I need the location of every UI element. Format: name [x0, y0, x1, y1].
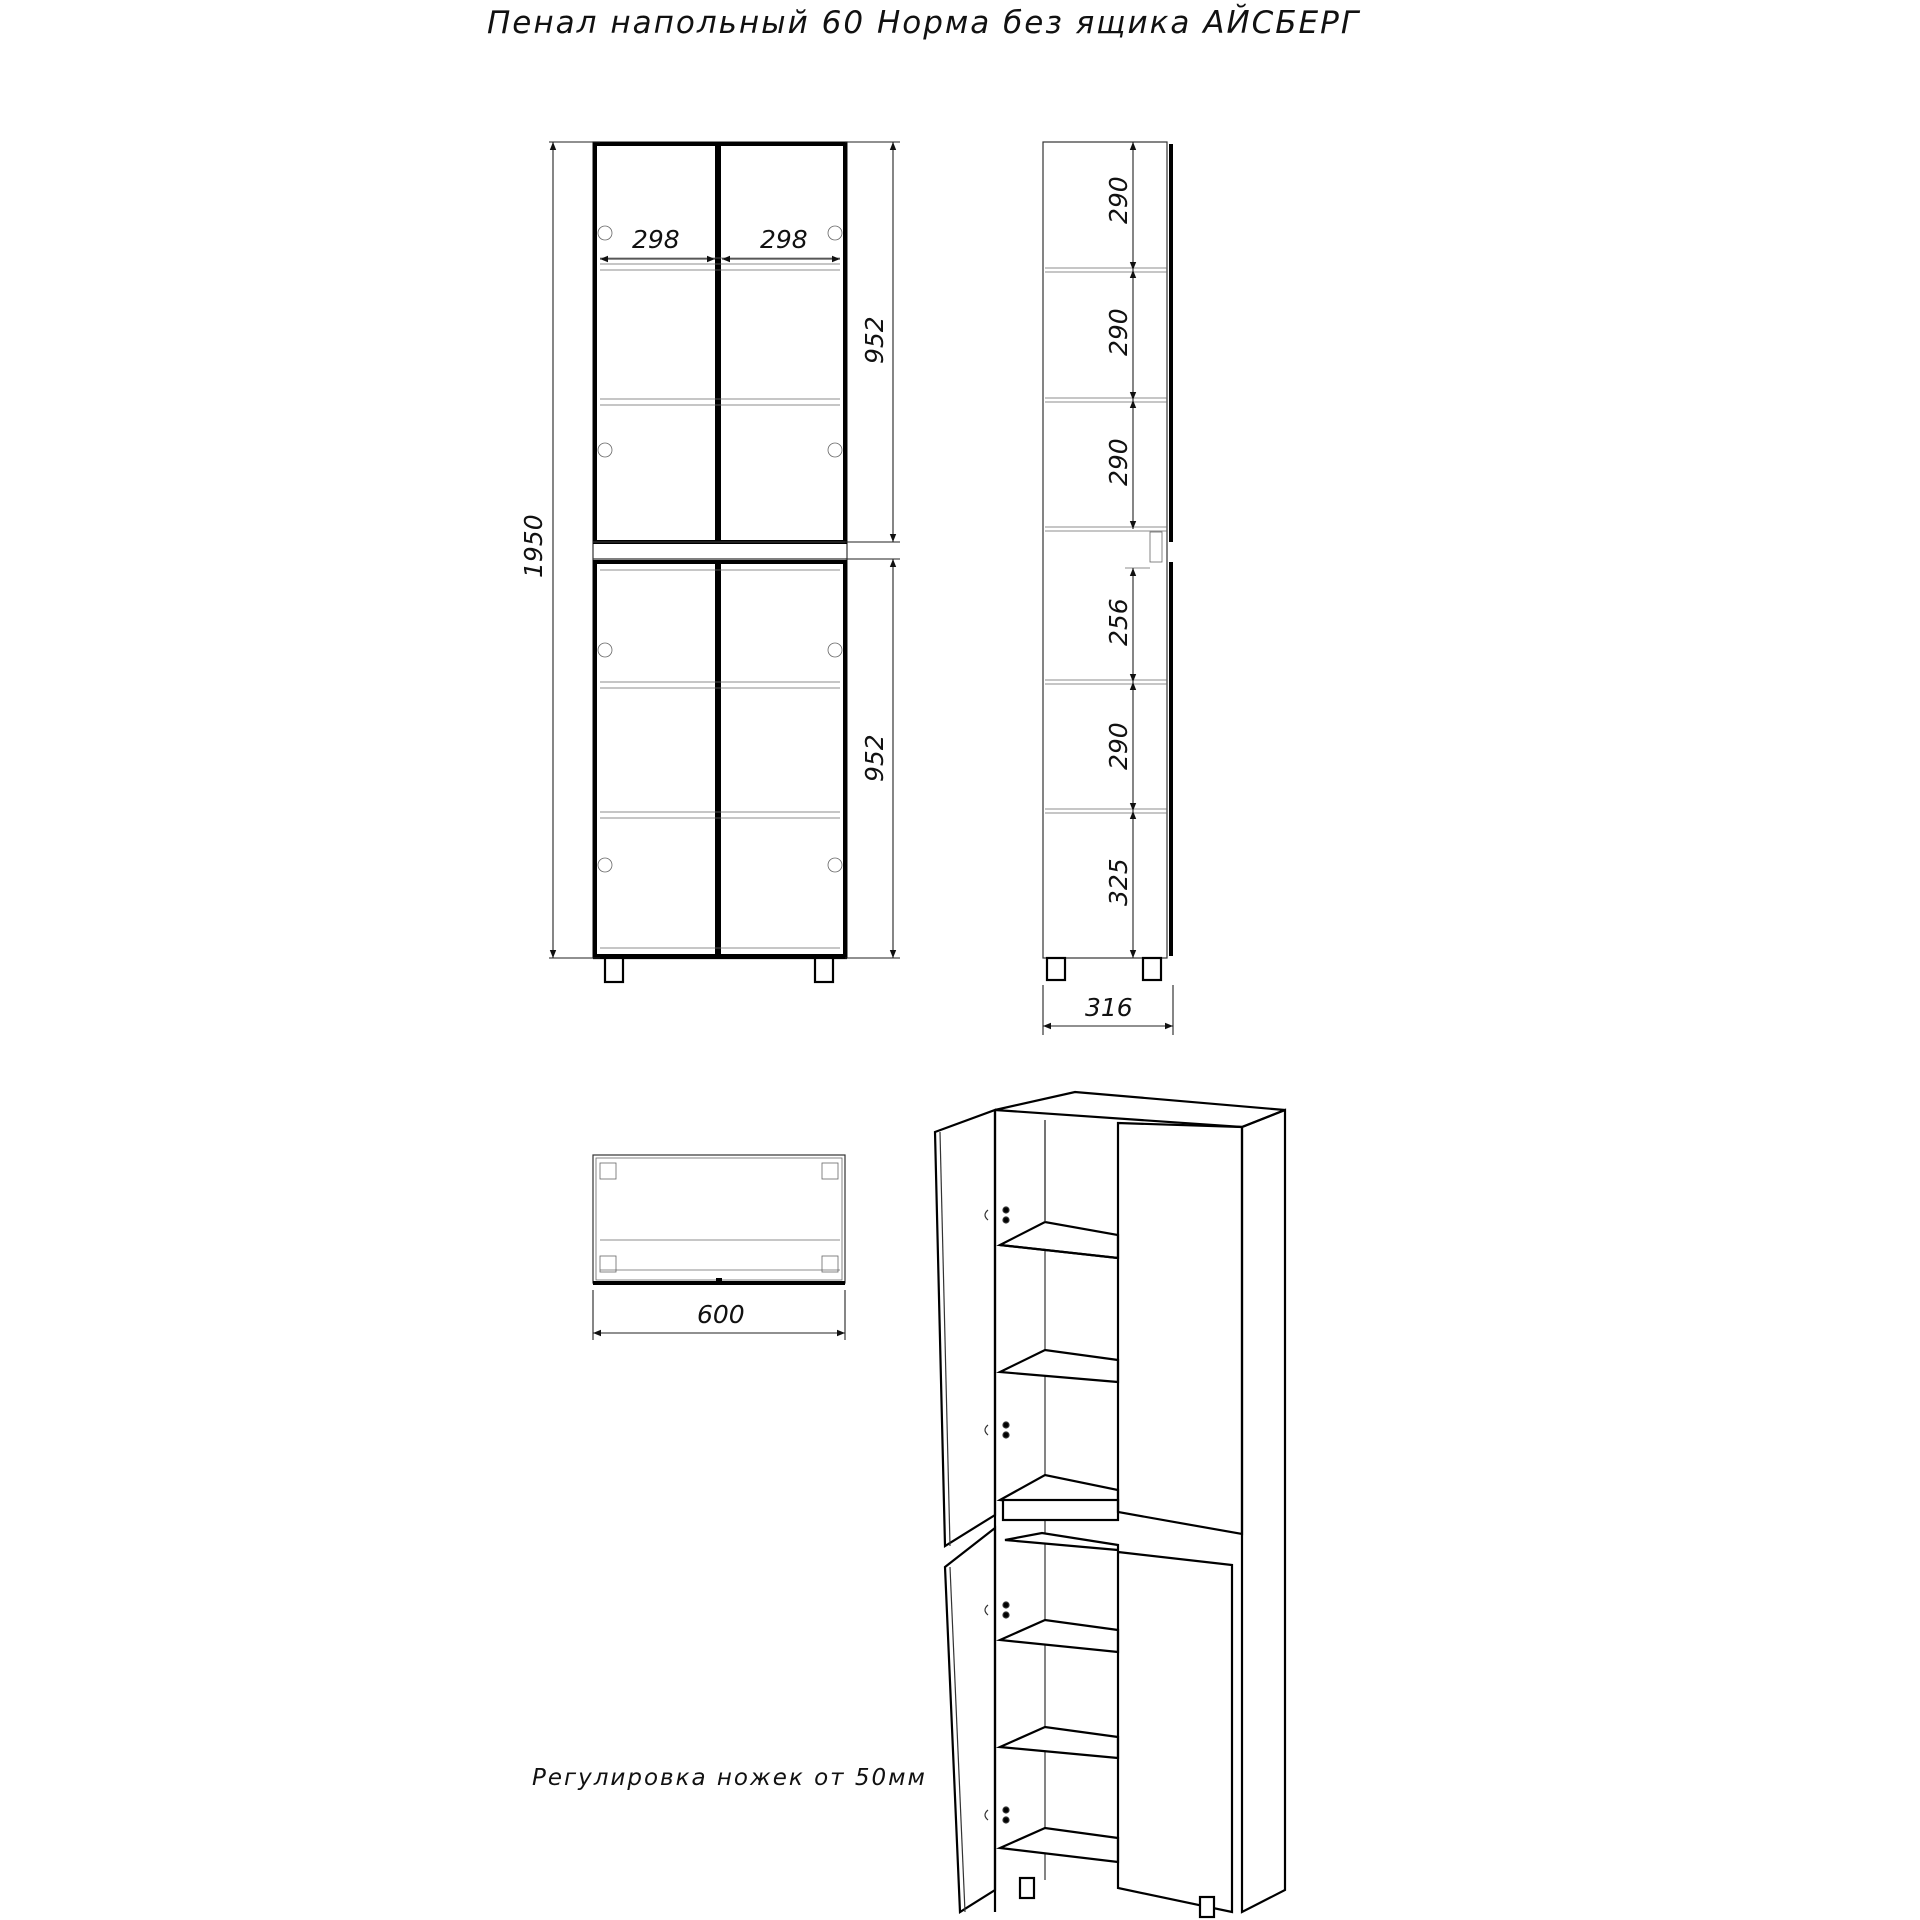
top-width-label: 600	[697, 1300, 745, 1329]
depth-label: 316	[1085, 993, 1133, 1022]
shelf-spacing-4-label: 256	[1104, 598, 1133, 646]
side-view	[1043, 142, 1173, 1035]
top-view	[593, 1155, 845, 1340]
drawing-title: Пенал напольный 60 Норма без ящика АЙСБЕРГ	[487, 5, 1361, 41]
shelf-spacing-1-label: 290	[1104, 176, 1133, 224]
total-height-label: 1950	[519, 514, 548, 578]
shelf-spacing-6-label: 325	[1104, 858, 1133, 906]
shelf-spacing-3-label: 290	[1104, 438, 1133, 486]
legs-adjustment-note: Регулировка ножек от 50мм	[532, 1765, 927, 1791]
upper-height-label: 952	[860, 316, 889, 364]
shelf-spacing-2-label: 290	[1104, 308, 1133, 356]
door-width-right-label: 298	[760, 225, 808, 254]
front-view	[519, 142, 900, 982]
shelf-spacing-5-label: 290	[1104, 722, 1133, 770]
lower-height-label: 952	[860, 734, 889, 782]
door-width-left-label: 298	[632, 225, 680, 254]
isometric-view	[935, 1092, 1285, 1917]
